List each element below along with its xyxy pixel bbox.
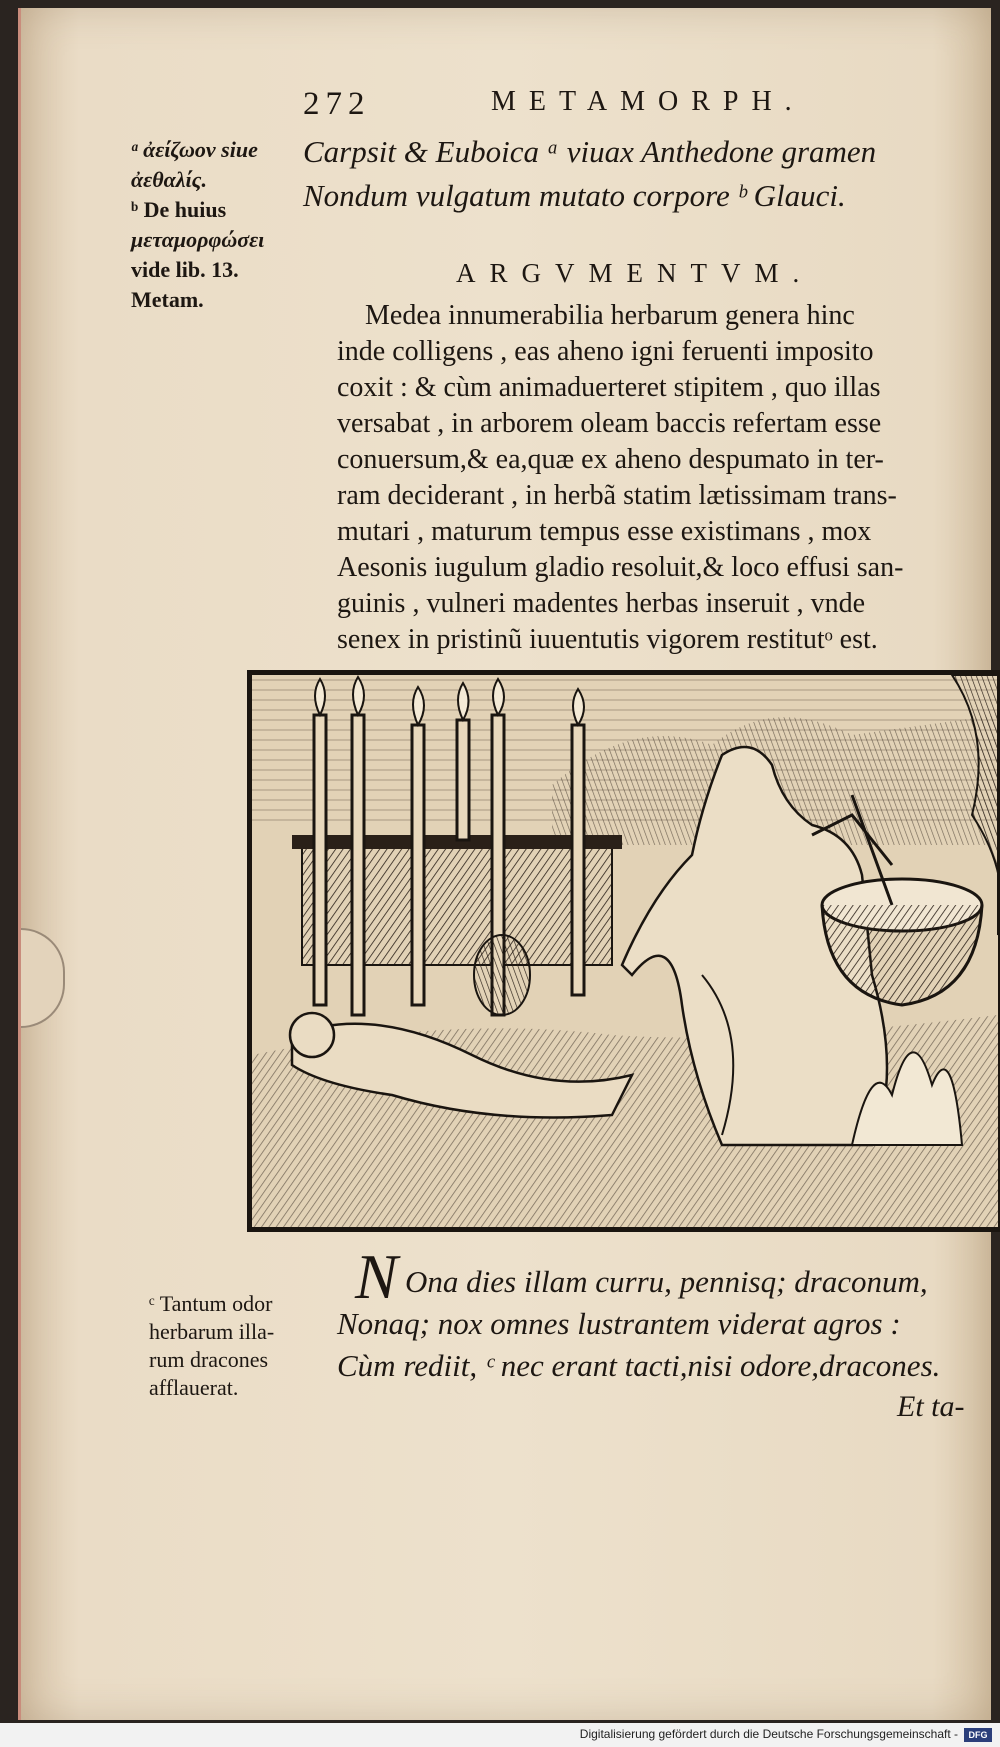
prose-line: ram deciderant , in herbã statim lætissimam trans- <box>337 480 897 511</box>
prose-line: Medea innumerabilia herbarum genera hinc <box>365 300 855 331</box>
prose-line: versabat , in arborem oleam baccis refertam esse <box>337 408 882 439</box>
margin-note-line: ᶜ Tantum odor <box>149 1291 273 1316</box>
catchword: Et ta- <box>897 1390 965 1423</box>
margin-note-line: Metam. <box>131 287 204 312</box>
woodcut-medea-drawing <box>252 675 998 1227</box>
page-number: 272 <box>303 86 371 122</box>
book-page <box>18 8 991 1720</box>
page-header <box>21 86 991 126</box>
prose-line: inde colligens , eas aheno igni feruenti imposito <box>337 336 874 367</box>
prose-line: senex in pristinũ iuuentutis vigorem restitutᵒ est. <box>337 624 878 655</box>
verse-line: Carpsit & Euboica ᵃ viuax Anthedone gramen <box>303 134 877 169</box>
margin-note-line: ᵇ De huius <box>131 197 227 222</box>
footer-credit: Digitalisierung gefördert durch die Deutsche Forschungsgemeinschaft - <box>579 1727 958 1741</box>
verse-line: Cùm rediit, ᶜ nec erant tacti,nisi odore,dracones. <box>337 1348 941 1383</box>
margin-note-line: ᵃ ἀείζωον siue <box>131 137 258 162</box>
margin-note-line: vide lib. 13. <box>131 257 239 282</box>
page-edge-tab <box>21 928 65 1028</box>
prose-line: guinis , vulneri madentes herbas inseruit , vnde <box>337 588 865 619</box>
verse-line: Nonaq; nox omnes lustrantem viderat agros : <box>337 1306 901 1341</box>
margin-note-line: ἀεθαλίς. <box>131 167 207 192</box>
dfg-logo: DFG <box>964 1728 992 1742</box>
drop-capital: N <box>355 1241 398 1312</box>
margin-note-line: herbarum illa- <box>149 1319 275 1344</box>
running-head: METAMORPH. <box>491 86 805 117</box>
verse-line: Nondum vulgatum mutato corpore ᵇ Glauci. <box>303 178 846 213</box>
argument-title: ARGVMENTVM. <box>456 258 814 288</box>
margin-note-line: rum dracones <box>149 1347 269 1372</box>
margin-note-line: afflauerat. <box>149 1375 239 1400</box>
verse-line: Ona dies illam curru, pennisq; draconum, <box>405 1264 928 1299</box>
digitization-footer <box>0 1723 1000 1747</box>
woodcut-illustration <box>247 670 1000 1232</box>
prose-line: mutari , maturum tempus esse existimans , mox <box>337 516 872 547</box>
margin-note-line: μεταμορφώσει <box>131 227 265 252</box>
prose-line: Aesonis iugulum gladio resoluit,& loco effusi san- <box>337 552 904 583</box>
prose-line: coxit : & cùm animaduerteret stipitem , quo illas <box>337 372 881 403</box>
prose-line: conuersum,& ea,quæ ex aheno despumato in ter- <box>337 444 884 475</box>
